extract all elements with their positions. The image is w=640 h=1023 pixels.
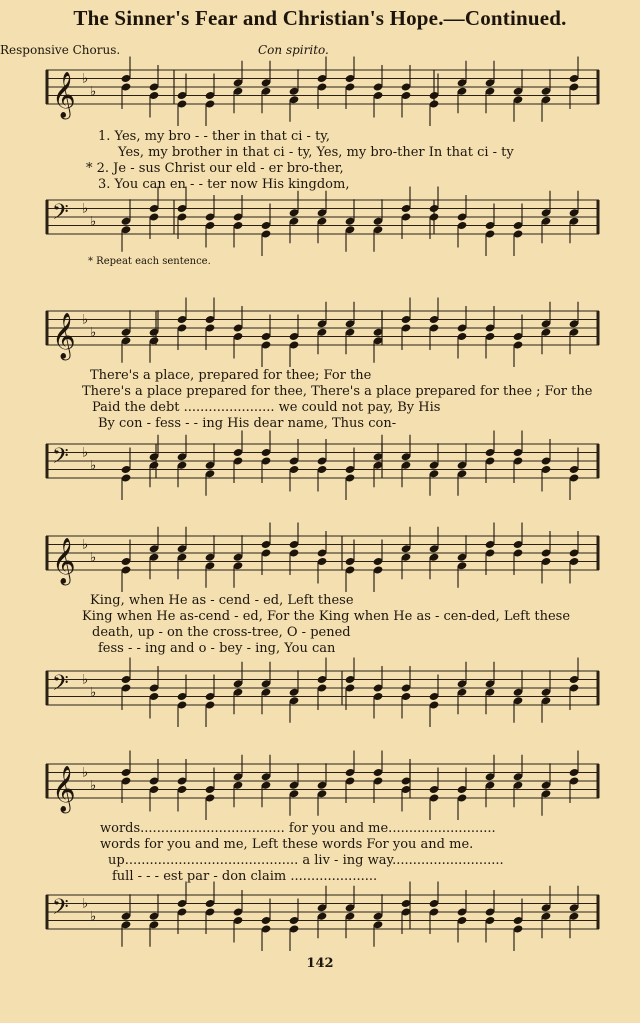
staff-lines <box>46 891 599 937</box>
lyric-line: death, up - on the cross-tree, O - pened <box>92 625 351 640</box>
svg-text:♭: ♭ <box>82 537 89 553</box>
treble-staff <box>46 66 599 118</box>
svg-text:𝄞: 𝄞 <box>52 538 76 584</box>
lyric-line: Paid the debt ...................... we could not pay, By His <box>92 400 441 415</box>
staff-lines <box>46 760 599 812</box>
svg-text:♭: ♭ <box>82 896 89 912</box>
svg-text:𝄢: 𝄢 <box>52 200 69 230</box>
bass-staff <box>46 667 599 713</box>
svg-text:♭: ♭ <box>82 201 89 217</box>
bass-staff <box>46 196 599 242</box>
lyric-line: Yes, my brother in that ci - ty, Yes, my bro-ther In that ci - ty <box>118 145 514 160</box>
lyric-line: fess - - ing and o - bey - ing, You can <box>98 641 336 656</box>
lyric-line: By con - fess - - ing His dear name, Thus con- <box>98 416 397 431</box>
staff-lines <box>46 196 599 242</box>
svg-text:♭: ♭ <box>90 84 97 100</box>
svg-text:𝄢: 𝄢 <box>52 671 69 701</box>
tempo-marking: Con spirito. <box>258 43 329 57</box>
staff-lines <box>46 667 599 713</box>
lyric-line: words for you and me, Left these words For you and me. <box>100 837 474 852</box>
page-number: 142 <box>306 956 334 971</box>
svg-text:♭: ♭ <box>90 325 97 341</box>
svg-text:𝄞: 𝄞 <box>52 766 76 812</box>
lyric-line: There's a place prepared for thee, There's a place prepared for thee ; For the <box>82 384 593 399</box>
treble-staff <box>46 760 599 812</box>
svg-text:♭: ♭ <box>90 458 97 474</box>
svg-text:♭: ♭ <box>90 214 97 230</box>
lyric-line: 1. Yes, my bro - - ther in that ci - ty, <box>98 129 331 144</box>
lyric-line: words................................... for you and me.......................... <box>100 821 496 836</box>
footnote: * Repeat each sentence. <box>88 256 211 267</box>
bass-staff <box>46 440 599 486</box>
svg-text:𝄢: 𝄢 <box>52 444 69 474</box>
staff-lines <box>46 440 599 486</box>
svg-text:♭: ♭ <box>82 312 89 328</box>
lyric-line: full - - - est par - don claim ..................... <box>112 869 378 884</box>
lyric-line: up.......................................... a liv - ing way........................... <box>108 853 504 868</box>
treble-staff <box>46 307 599 359</box>
svg-text:♭: ♭ <box>82 765 89 781</box>
svg-text:𝄞: 𝄞 <box>52 313 76 359</box>
bass-staff <box>46 891 599 937</box>
svg-text:𝄞: 𝄞 <box>52 72 76 118</box>
svg-text:♭: ♭ <box>82 445 89 461</box>
section-label: Responsive Chorus. <box>0 43 121 57</box>
staff-lines <box>46 66 599 118</box>
lyric-line: 3. You can en - - ter now His kingdom, <box>98 177 350 192</box>
lyric-line: There's a place, prepared for thee; For the <box>90 368 372 383</box>
page-title: The Sinner's Fear and Christian's Hope.—Continued. <box>73 6 567 30</box>
svg-text:♭: ♭ <box>90 550 97 566</box>
treble-staff <box>46 532 599 584</box>
svg-text:♭: ♭ <box>82 672 89 688</box>
svg-text:♭: ♭ <box>90 909 97 925</box>
lyric-line: King, when He as - cend - ed, Left these <box>90 593 354 608</box>
svg-text:♭: ♭ <box>90 778 97 794</box>
svg-text:𝄢: 𝄢 <box>52 895 69 925</box>
svg-text:♭: ♭ <box>90 685 97 701</box>
svg-text:♭: ♭ <box>82 71 89 87</box>
lyric-line: * 2. Je - sus Christ our eld - er bro-ther, <box>86 161 344 176</box>
staff-lines <box>46 307 599 359</box>
lyric-line: King when He as-cend - ed, For the King when He as - cen-ded, Left these <box>82 609 571 624</box>
staff-lines <box>46 532 599 584</box>
